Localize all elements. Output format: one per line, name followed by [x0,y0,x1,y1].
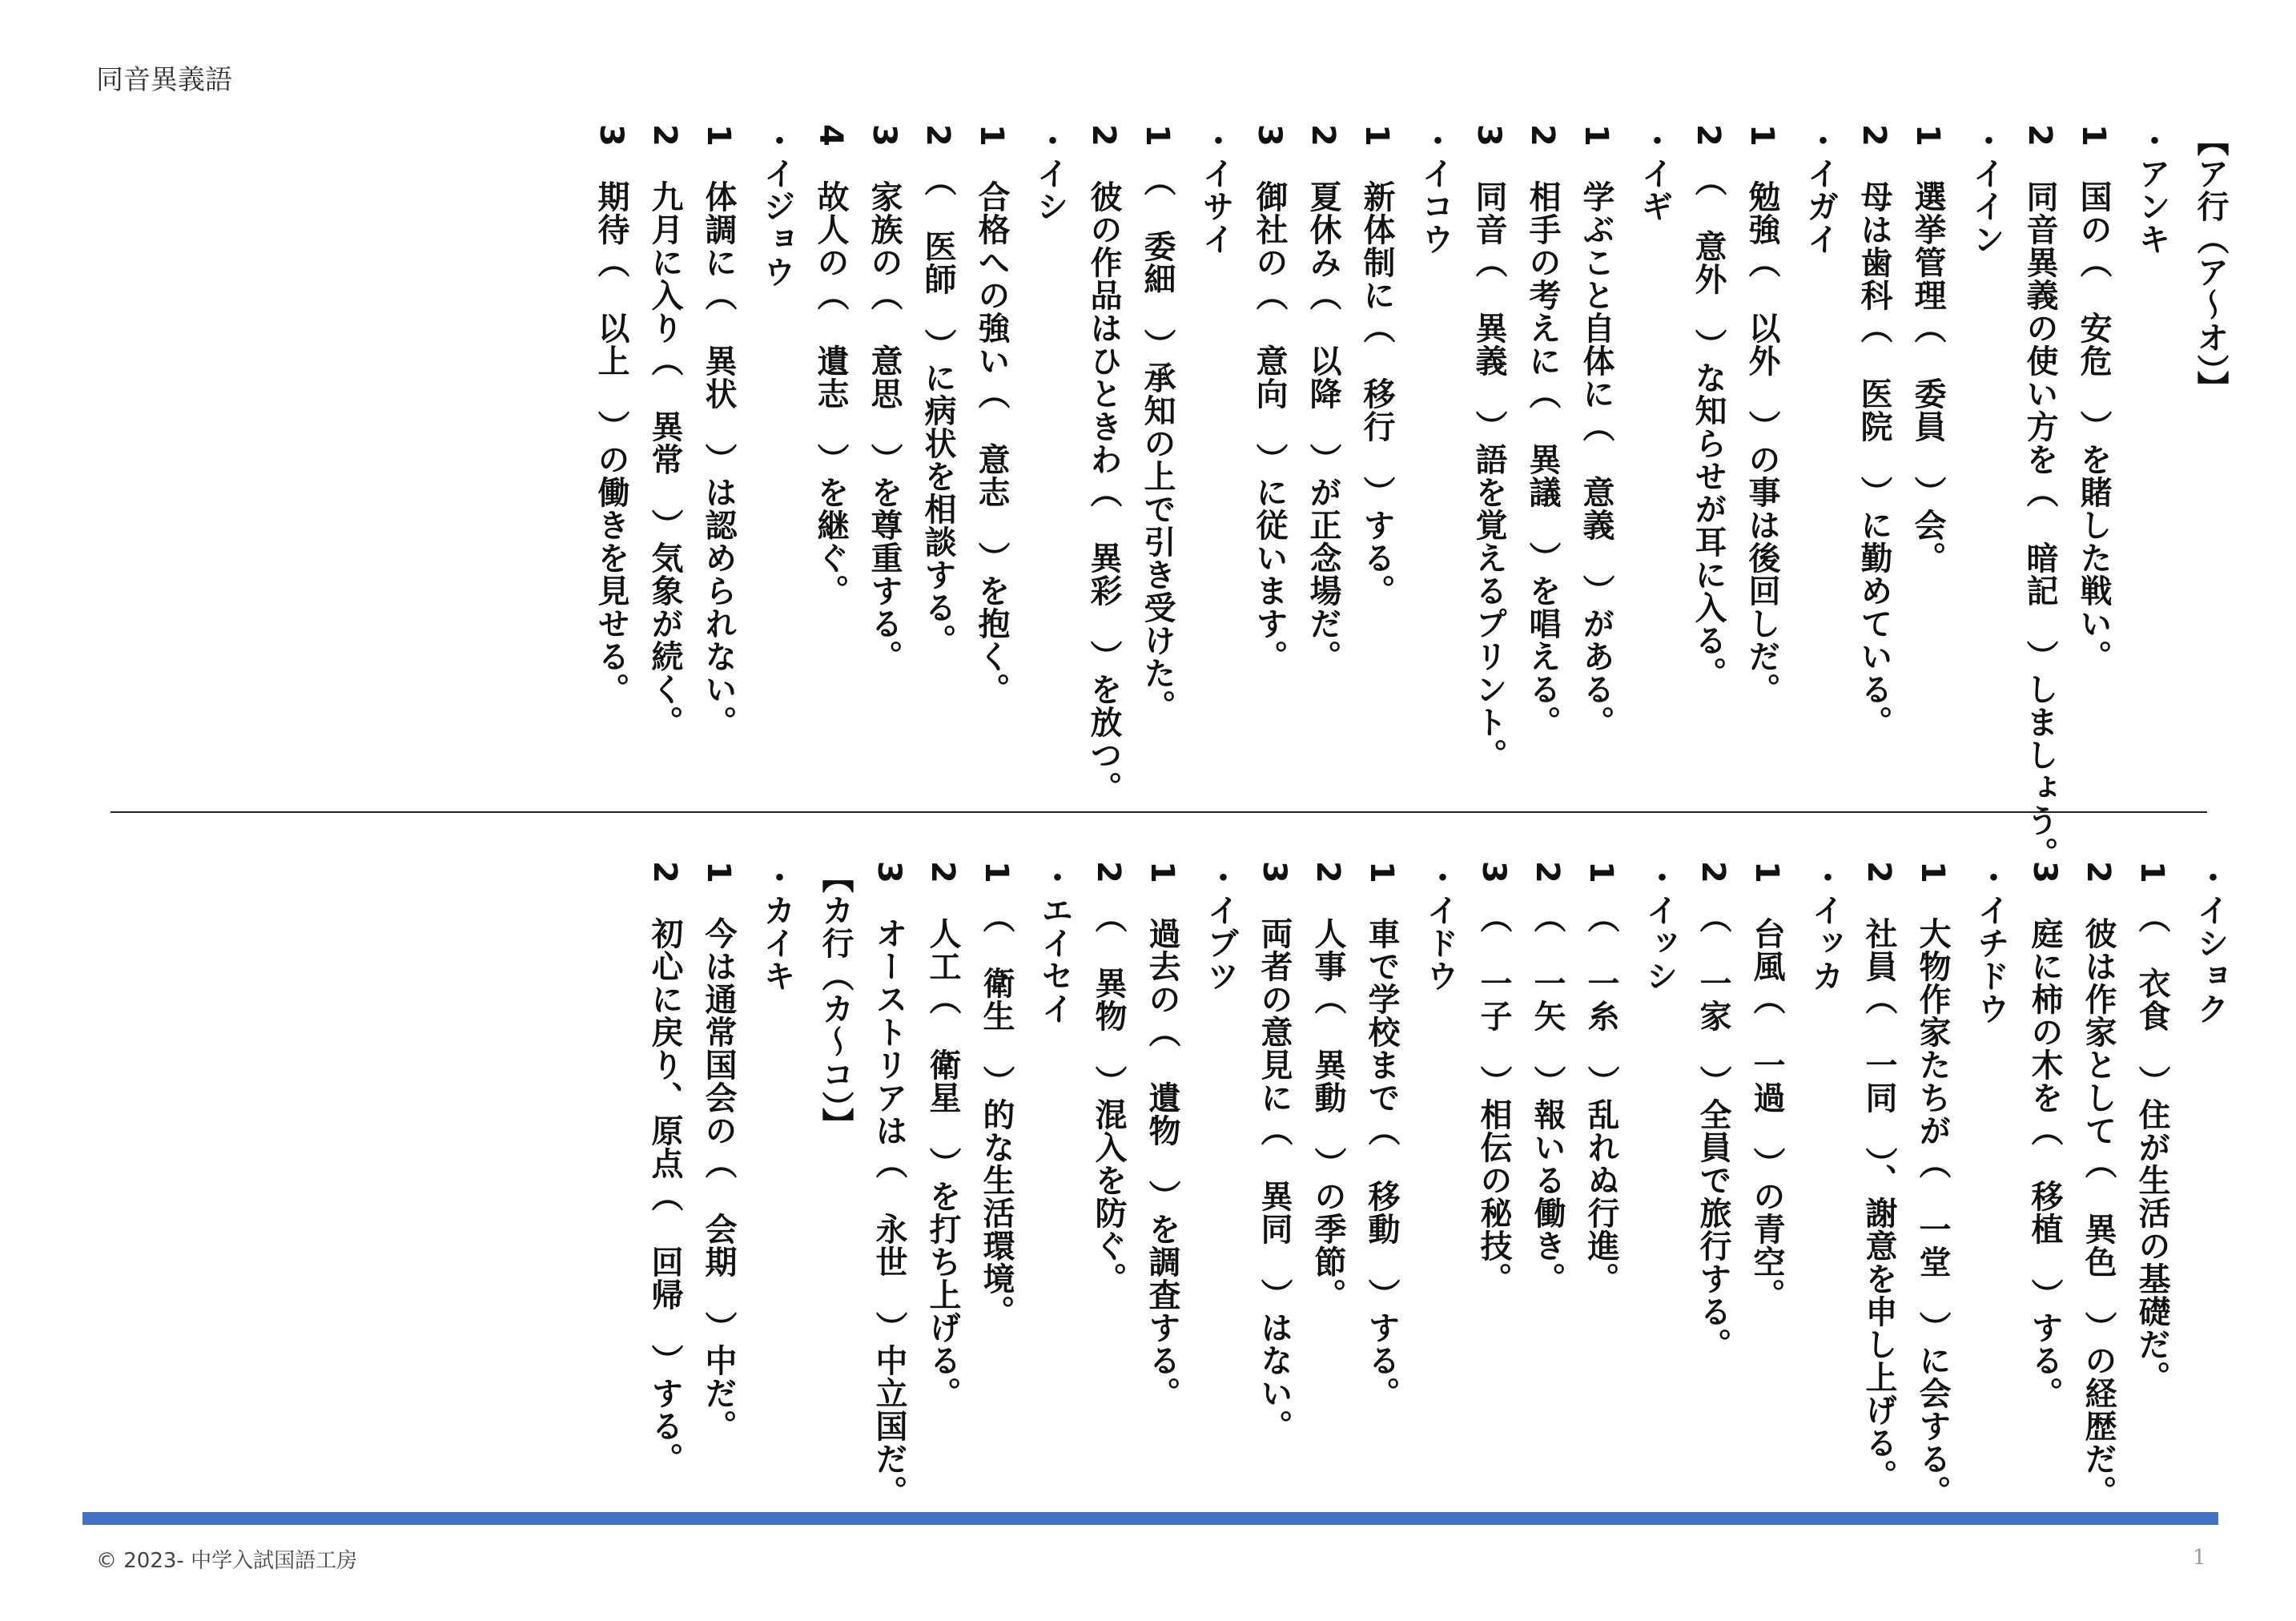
top-vertical-text-panel [112,124,2229,870]
example-sentence: 2 （ 一矢 ）報いる働き。 [1529,861,1566,1295]
example-sentence: 1 国の（ 安危 ）を賭した戦い。 [2075,124,2112,673]
example-sentence: 1 新体制に（ 移行 ）する。 [1358,124,1395,607]
section-heading: ・アンキ [2133,124,2170,255]
example-sentence: 2 人事（ 異動 ）の季節。 [1309,861,1346,1311]
section-heading: ・イジョウ [758,124,795,288]
example-sentence: 1 選挙管理（ 委員 ）会。 [1909,124,1946,574]
section-heading: ・イショク [2192,861,2229,1025]
example-sentence: 2 母は歯科（ 医院 ）に勤めている。 [1856,124,1892,738]
section-divider [111,811,2207,813]
example-sentence: 3 御社の（ 意向 ）に従います。 [1251,124,1288,673]
page-number: 1 [2193,1546,2206,1570]
copyright-text: © 2023- 中学入試国語工房 [96,1549,358,1573]
section-heading: ・イッカ [1807,861,1844,992]
section-heading: ・イチドウ [1972,861,2009,1025]
example-sentence: 1 体調に（ 異状 ）は認められない。 [700,124,737,738]
footer-accent-bar [82,1512,2218,1525]
example-sentence: 2 彼は作家として（ 異色 ）の経歴だ。 [2080,861,2117,1508]
section-heading: ・イガイ [1802,124,1839,255]
section-heading: 【ア行（ア～オ）】 [2192,124,2229,404]
example-sentence: 2 夏休み（ 以降 ）が正念場だ。 [1305,124,1341,673]
example-sentence: 1 （ 衛生 ）的な生活環境。 [978,861,1015,1328]
section-heading: ・イドウ [1421,861,1458,992]
example-sentence: 1 勉強（ 以外 ）の事は後回しだ。 [1743,124,1780,706]
example-sentence: 2 初心に戻り、原点（ 回帰 ）する。 [646,861,683,1475]
section-heading: ・イッシ [1641,861,1678,992]
example-sentence: 2 九月に入り（ 異常 ）気象が続く。 [646,124,683,738]
section-heading: ・イイン [1968,124,2004,255]
example-sentence: 2 （ 一家 ）全員で旅行する。 [1695,861,1731,1361]
example-sentence: 1 （ 衣食 ）住が生活の基礎だ。 [2133,861,2170,1394]
example-sentence: 1 過去の（ 遺物 ）を調査する。 [1144,861,1180,1410]
example-sentence: 3 庭に柿の木を（ 移植 ）する。 [2026,861,2063,1410]
bottom-vertical-text-panel [112,861,2229,1508]
example-sentence: 3 期待（ 以上 ）の働きを見せる。 [593,124,629,706]
page-title: 同音異義語 [96,64,232,96]
example-sentence: 2 （ 医師 ）に病状を相談する。 [919,124,956,657]
section-heading: ・イブツ [1202,861,1239,992]
section-heading: ・イギ [1636,124,1673,223]
section-heading: ・イコウ [1417,124,1454,255]
section-heading: 【カ行（カ～コ）】 [817,861,854,1140]
section-heading: ・カイキ [758,861,795,992]
example-sentence: 3 家族の（ 意思 ）を尊重する。 [866,124,903,673]
example-sentence: 2 同音異義の使い方を（ 暗記 ）しましょう。 [2021,124,2058,870]
example-sentence: 1 （ 一糸 ）乱れぬ行進。 [1582,861,1619,1295]
example-sentence: 3 （ 一子 ）相伝の秘技。 [1475,861,1512,1295]
example-sentence: 1 （ 委細 ）承知の上で引き受けた。 [1139,124,1176,722]
section-heading: ・イシ [1031,124,1068,223]
example-sentence: 2 人工（ 衛星 ）を打ち上げる。 [924,861,961,1410]
example-sentence: 2 社員（ 一同 ）、謝意を申し上げる。 [1860,861,1897,1492]
example-sentence: 1 車で学校まで（ 移動 ）する。 [1363,861,1400,1410]
section-heading: ・エイセイ [1036,861,1073,1025]
example-sentence: 1 台風（ 一過 ）の青空。 [1748,861,1785,1311]
example-sentence: 3 両者の意見に（ 異同 ）はない。 [1256,861,1293,1442]
example-sentence: 1 学ぶこと自体に（ 意義 ）がある。 [1578,124,1614,738]
example-sentence: 1 今は通常国会の（ 会期 ）中だ。 [700,861,737,1442]
example-sentence: 4 故人の（ 遺志 ）を継ぐ。 [812,124,849,607]
example-sentence: 1 合格への強い（ 意志 ）を抱く。 [973,124,1010,706]
example-sentence: 2 彼の作品はひときわ（ 異彩 ）を放つ。 [1085,124,1122,804]
example-sentence: 2 （ 意外 ）な知らせが耳に入る。 [1690,124,1727,690]
section-heading: ・イサイ [1197,124,1234,255]
example-sentence: 1 大物作家たちが（ 一堂 ）に会する。 [1914,861,1951,1508]
example-sentence: 2 （ 異物 ）混入を防ぐ。 [1090,861,1127,1295]
example-sentence: 3 オーストリアは（ 永世 ）中立国だ。 [871,861,907,1508]
example-sentence: 3 同音（ 異義 ）語を覚えるプリント。 [1470,124,1507,771]
example-sentence: 2 相手の考えに（ 異議 ）を唱える。 [1524,124,1561,738]
